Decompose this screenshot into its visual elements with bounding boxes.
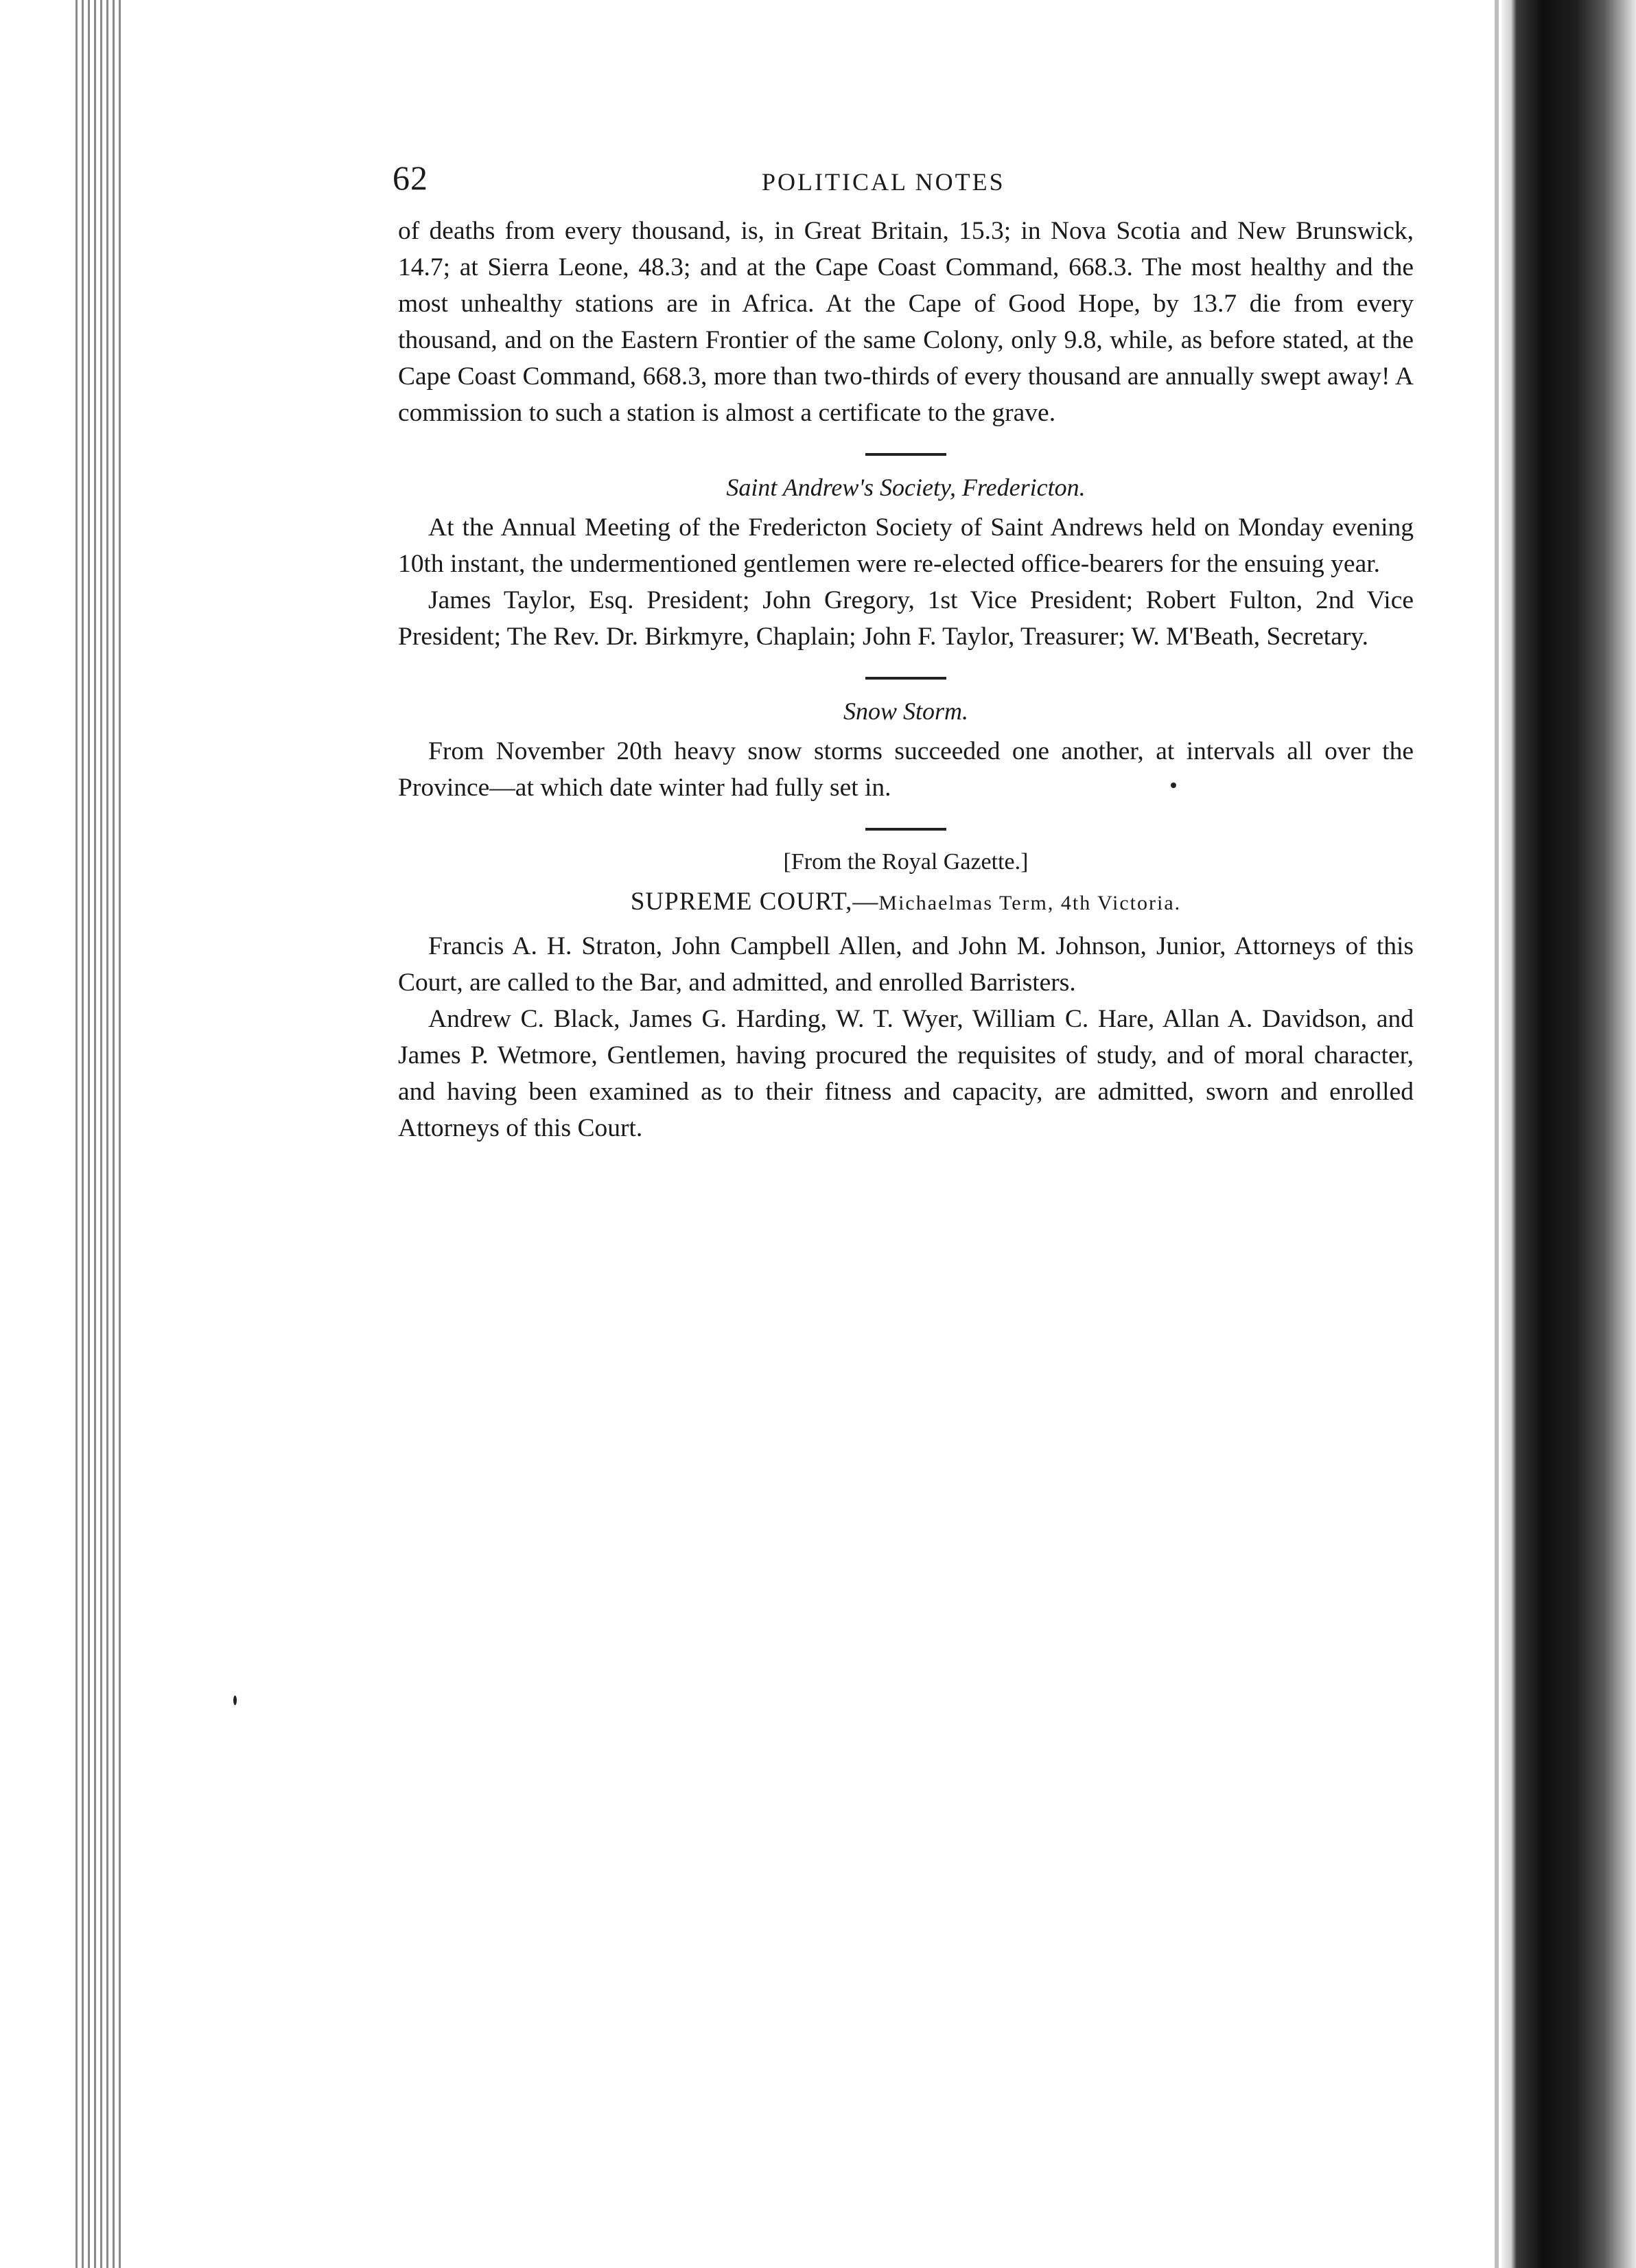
saint-andrews-paragraph: At the Annual Meeting of the Fredericton Society of Saint Andrews held on Monday evening 10th instant, the undermentioned gentlemen were re-elected office-bearers for the ensuing year. — [398, 513, 1414, 578]
snow-storm-paragraph: From November 20th heavy snow storms succeeded one another, at intervals all over the Province—at which date winter had fully set in. — [398, 737, 1414, 802]
office-bearers-paragraph: James Taylor, Esq. President; John Gregory, 1st Vice President; Robert Fulton, 2nd Vice President; The Rev. Dr. Birkmyre, Chaplain; John F. Taylor, Treasurer; W. M'Beath, Secretary. — [398, 586, 1414, 651]
page-leaf-edges — [75, 0, 130, 2268]
page-header — [393, 158, 1414, 213]
section-divider — [865, 453, 946, 456]
court-heading-term: Michaelmas Term, 4th Victoria. — [878, 892, 1182, 914]
running-head: POLITICAL NOTES — [762, 168, 1005, 196]
attorneys-paragraph: Andrew C. Black, James G. Harding, W. T. Wyer, William C. Hare, Allan A. Davidson, and James P. Wetmore, Gentlemen, having procured the requisites of study, and of moral character, and having been examined as to their fitness and capacity, are admitted, sworn and enrolled Attorneys of this Court. — [398, 1005, 1414, 1142]
court-heading-main: SUPREME COURT,— — [630, 888, 879, 916]
book-binding — [1501, 0, 1636, 2268]
supreme-court-heading — [398, 883, 1414, 923]
page-number: 62 — [393, 159, 428, 197]
section-divider — [865, 828, 946, 831]
section-divider — [865, 677, 946, 680]
opening-paragraph: of deaths from every thousand, is, in Great Britain, 15.3; in Nova Scotia and New Brunswick, 14.7; at Sierra Leone, 48.3; and at the Cape Coast Command, 668.3. The most healthy and the most unhealthy stations are in Africa. At the Cape of Good Hope, by 13.7 die from every thousand, and on the Eastern Frontier of the same Colony, only 9.8, while, as before stated, at the Cape Coast Command, 668.3, more than two-thirds of every thousand are annually swept away! A commission to such a station is almost a certificate to the grave. — [398, 217, 1414, 427]
page-edge — [1495, 0, 1499, 2268]
speck-mark — [233, 1696, 237, 1705]
section-title-saint-andrews: Saint Andrew's Society, Fredericton. — [726, 474, 1086, 501]
section-title-snow-storm: Snow Storm. — [843, 697, 969, 725]
page-content — [393, 158, 1414, 1146]
barristers-paragraph: Francis A. H. Straton, John Campbell Allen, and John M. Johnson, Junior, Attorneys of this Court, are called to the Bar, and admitted, and enrolled Barristers. — [398, 932, 1414, 997]
source-note: [From the Royal Gazette.] — [783, 849, 1029, 875]
